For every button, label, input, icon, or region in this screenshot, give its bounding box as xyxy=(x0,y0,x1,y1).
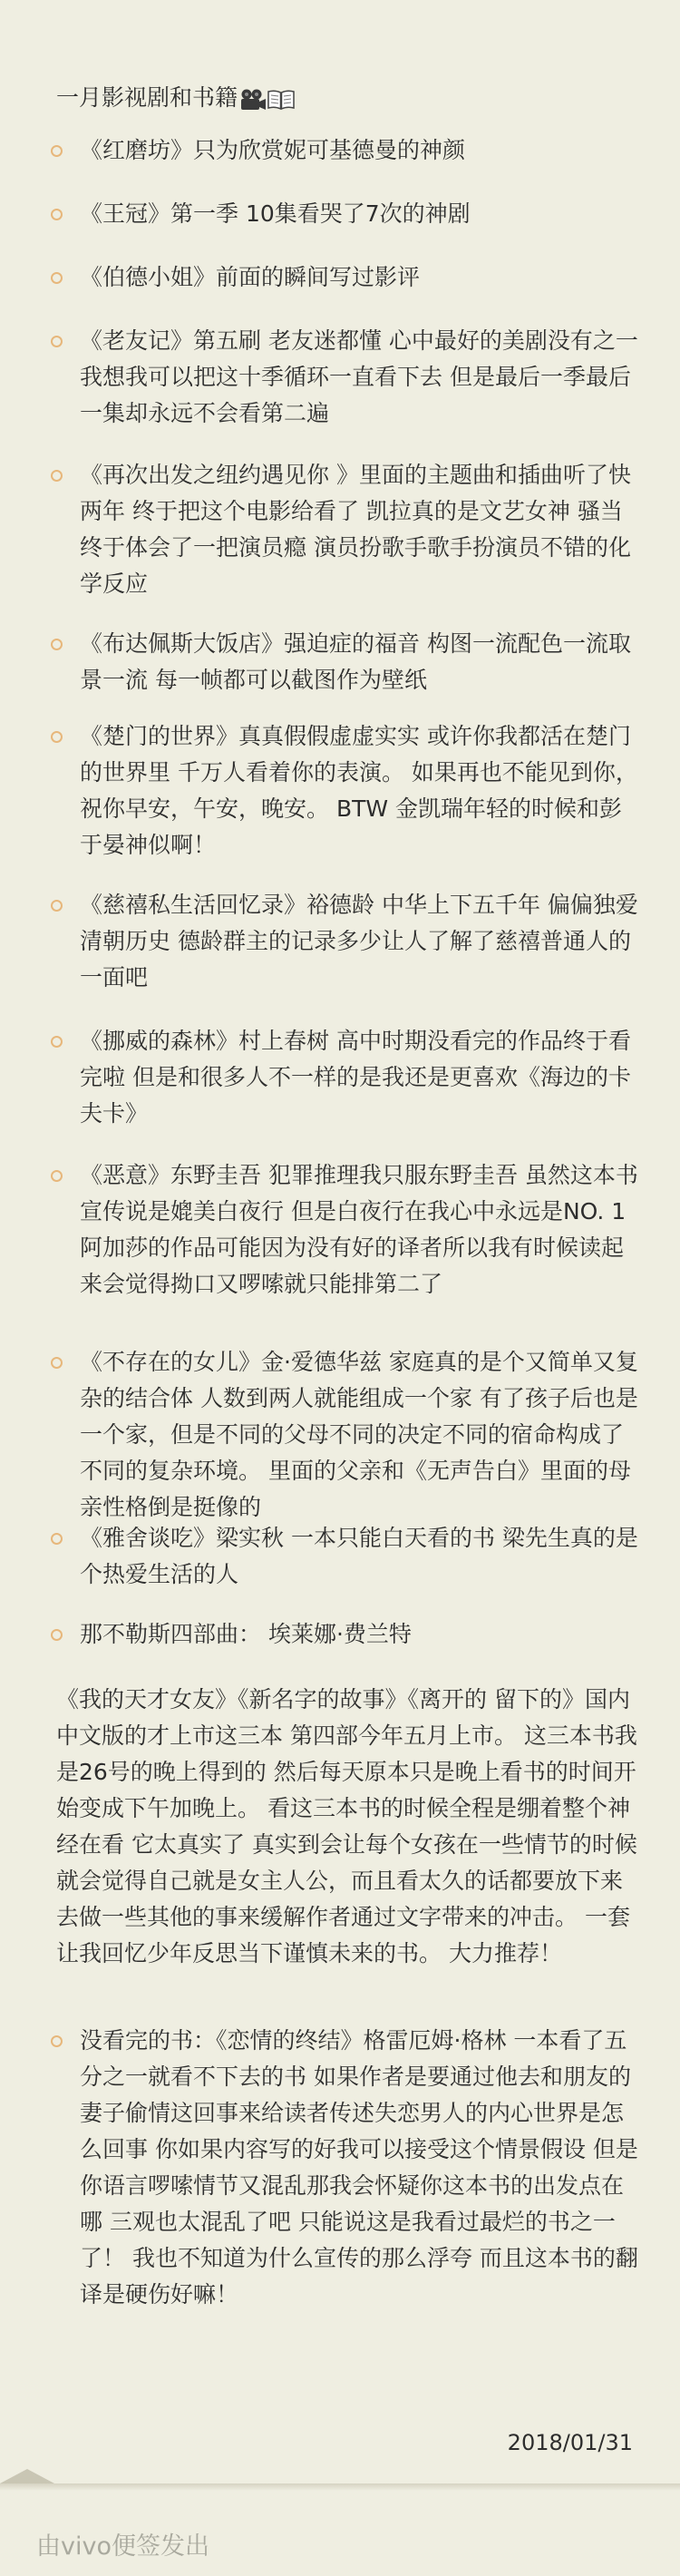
list-bullet xyxy=(51,1357,63,1369)
list-bullet xyxy=(51,639,63,650)
list-bullet xyxy=(51,1170,63,1182)
list-item: 《楚门的世界》真真假假虚虚实实 或许你我都活在楚门的世界里 千万人看着你的表演。 如果再也不能见到你，祝你早安，午安，晚安。 BTW 金凯瑞年轻的时候和彭于晏神似啊！ xyxy=(80,723,638,858)
list-item: 《挪威的森林》村上春树 高中时期没看完的作品终于看完啦 但是和很多人不一样的是我还是更喜欢《海边的卡夫卡》 xyxy=(80,1028,631,1127)
divider-notch xyxy=(0,2469,54,2483)
list-item: 《布达佩斯大饭店》强迫症的福音 构图一流配色一流取景一流 每一帧都可以截图作为壁纸 xyxy=(80,630,631,693)
title-emoji-group xyxy=(239,83,296,115)
list-bullet xyxy=(51,145,63,157)
list-bullet xyxy=(51,2035,63,2047)
footer-divider xyxy=(0,2483,680,2491)
note-title xyxy=(56,82,296,115)
list-item: 《恶意》东野圭吾 犯罪推理我只服东野圭吾 虽然这本书宣传说是媲美白夜行 但是白夜行在我心中永远是NO. 1 阿加莎的作品可能因为没有好的译者所以我有时候读起来会觉得拗口又啰嗦就只能排第二了 xyxy=(80,1162,638,1297)
list-bullet xyxy=(51,731,63,743)
list-item: 《老友记》第五刷 老友迷都懂 心中最好的美剧没有之一 我想我可以把这十季循环一直看下去 但是最后一季最后一集却永远不会看第二遍 xyxy=(80,327,638,426)
list-item: 没看完的书：《恋情的终结》格雷厄姆·格林 一本看了五分之一就看不下去的书 如果作者是要通过他去和朋友的妻子偷情这回事来给读者传述失恋男人的内心世界是怎么回事 你如果内容写的好我可以接受这个情景假设 但是你语言啰嗦情节又混乱那我会怀疑你这本书的出发点在哪 三观也太混乱了吧 只能说这是我看过最烂的书之一了！ 我也不知道为什么宣传的那么浮夸 而且这本书的翻译是硬伤好嘛！ xyxy=(80,2027,638,2308)
list-item: 《伯德小姐》前面的瞬间写过影评 xyxy=(80,264,421,290)
list-item: 《雅舍谈吃》梁实秋 一本只能白天看的书 梁先生真的是个热爱生活的人 xyxy=(80,1525,638,1587)
note-title-text: 一月影视剧和书籍 xyxy=(56,84,238,111)
list-bullet xyxy=(51,336,63,347)
list-bullet xyxy=(51,1036,63,1048)
list-item: 《不存在的女儿》金·爱德华兹 家庭真的是个又简单又复杂的结合体 人数到两人就能组成一个家 有了孩子后也是一个家，但是不同的父母不同的决定不同的宿命构成了不同的复杂环境。 里面的父亲和《无声告白》里面的母亲性格倒是挺像的 xyxy=(80,1349,638,1520)
list-item: 《再次出发之纽约遇见你 》里面的主题曲和插曲听了快两年 终于把这个电影给看了 凯拉真的是文艺女神 骚当终于体会了一把演员瘾 演员扮歌手歌手扮演员不错的化学反应 xyxy=(80,462,631,597)
footer-signature: 由vivo便签发出 xyxy=(36,2532,209,2561)
list-bullet xyxy=(51,1533,63,1545)
list-item: 那不勒斯四部曲： 埃莱娜·费兰特 xyxy=(80,1621,412,1647)
list-bullet xyxy=(51,209,63,220)
list-bullet xyxy=(51,470,63,482)
list-item: 《红磨坊》只为欣赏妮可基德曼的神颜 xyxy=(80,137,466,163)
open-book-icon xyxy=(267,88,296,112)
list-bullet xyxy=(51,272,63,284)
list-bullet xyxy=(51,900,63,912)
list-item: 《慈禧私生活回忆录》裕德龄 中华上下五千年 偏偏独爱清朝历史 德龄群主的记录多少让人了解了慈禧普通人的一面吧 xyxy=(80,892,638,990)
series-paragraph: 《我的天才女友》《新名字的故事》《离开的 留下的》国内中文版的才上市这三本 第四部今年五月上市。 这三本书我是26号的晚上得到的 然后每天原本只是晚上看书的时间开始变成下午加晚上。 看这三本书的时候全程是绷着整个神经在看 它太真实了 真实到会让每个女孩在一些情节的时候就会觉得自己就是女主人公，而且看太久的话都要放下来去做一些其他的事来缓解作者通过文字带来的冲击。 一套让我回忆少年反思当下谨慎未来的书。 大力推荐！ xyxy=(56,1686,637,1966)
list-bullet xyxy=(51,1629,63,1641)
list-item: 《王冠》第一季 10集看哭了7次的神剧 xyxy=(80,200,471,227)
film-camera-icon xyxy=(239,88,267,112)
note-date: 2018/01/31 xyxy=(507,2430,633,2455)
